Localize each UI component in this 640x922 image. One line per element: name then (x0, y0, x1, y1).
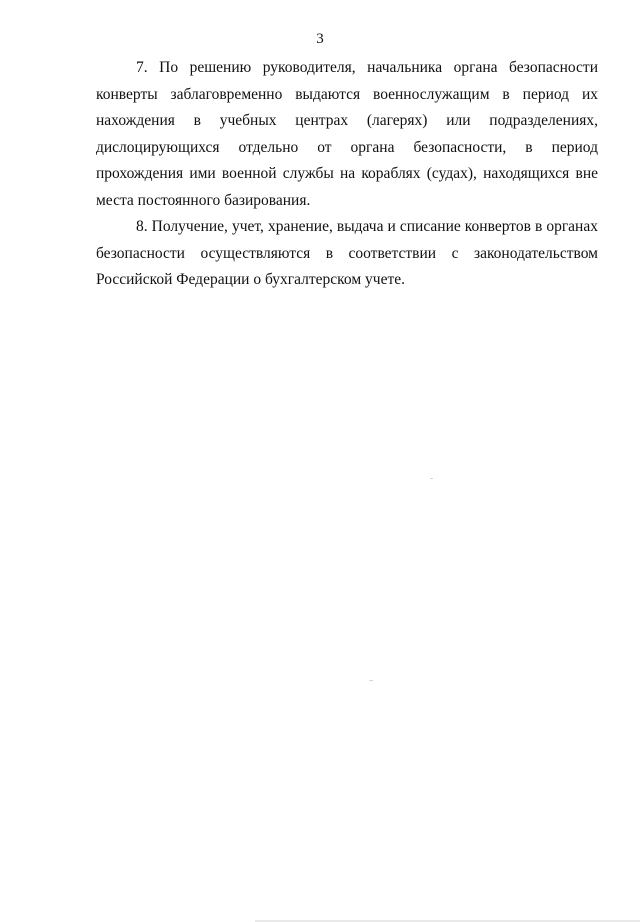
document-body (96, 55, 598, 294)
paragraph-8: 8. Получение, учет, хранение, выдача и списание конвертов в органах безопасности осуществляются в соответствии с законодательством Российской Федерации о бухгалтерском учете. (96, 218, 598, 288)
scan-artifact (369, 680, 373, 681)
paragraph-7: 7. По решению руководителя, начальника органа безопасности конверты заблаговременно выдаются военнослужащим в период их нахождения в учебных центрах (лагерях) или подразделениях, дислоцирующихся отдельно от органа безопасности, в период прохождения ими военной службы на кораблях (судах), находящихся вне места постоянного базирования. (96, 59, 598, 209)
scan-artifact (430, 478, 433, 479)
page-number: 3 (316, 31, 324, 47)
